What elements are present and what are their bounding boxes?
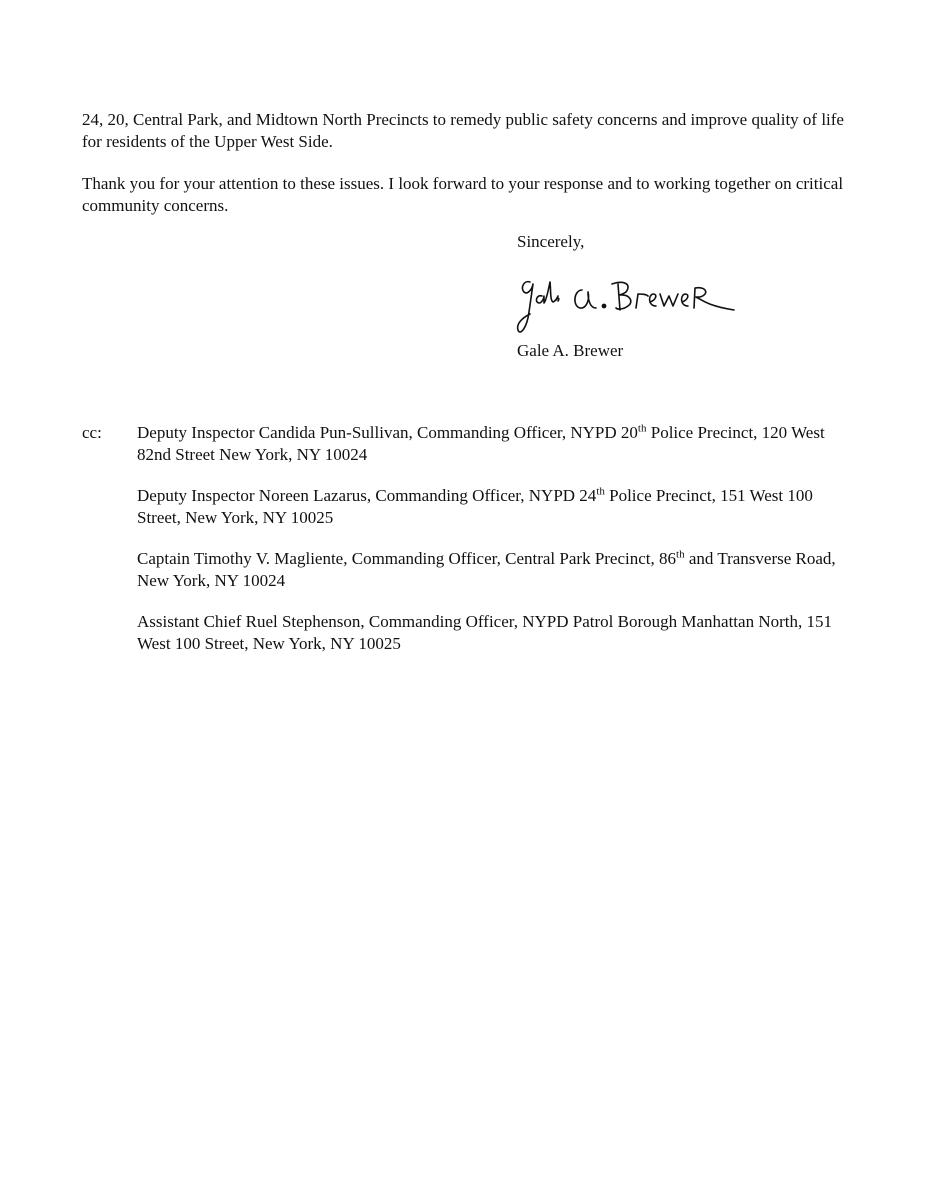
cc-label: cc: <box>82 423 102 442</box>
cc-entry-text: Assistant Chief Ruel Stephenson, Commanding Officer, NYPD Patrol Borough Manhattan North, 151 West 100 Street, New York, NY 10025 <box>137 612 832 653</box>
signer-name: Gale A. Brewer <box>517 341 624 360</box>
closing: Sincerely, <box>517 232 585 251</box>
cc-entry <box>137 422 857 466</box>
cc-entry-text: and Transverse Road, New York, NY 10024 <box>137 549 836 590</box>
cc-entry-text: Police Precinct, 151 West 100 Street, New York, NY 10025 <box>137 486 813 527</box>
handwritten-signature <box>512 268 742 340</box>
cc-entry-text: Deputy Inspector Candida Pun-Sullivan, Commanding Officer, NYPD 20 <box>137 423 638 442</box>
body-paragraph: Thank you for your attention to these issues. I look forward to your response and to working together on critical community concerns. <box>82 174 844 215</box>
ordinal-suffix: th <box>596 485 605 498</box>
ordinal-suffix: th <box>676 548 685 561</box>
cc-entry <box>137 485 857 529</box>
body-paragraph: 24, 20, Central Park, and Midtown North Precincts to remedy public safety concerns and improve quality of life for residents of the Upper West Side. <box>82 110 844 151</box>
cc-entry-text: Captain Timothy V. Magliente, Commanding Officer, Central Park Precinct, 86 <box>137 549 677 568</box>
cc-entry <box>137 548 857 592</box>
ordinal-suffix: th <box>637 422 647 435</box>
cc-entry-text: Deputy Inspector Noreen Lazarus, Commanding Officer, NYPD 24 <box>137 486 597 505</box>
cc-entry-text: Police Precinct, 120 West 82nd Street New York, NY 10024 <box>137 423 825 464</box>
cc-entry <box>137 611 857 655</box>
